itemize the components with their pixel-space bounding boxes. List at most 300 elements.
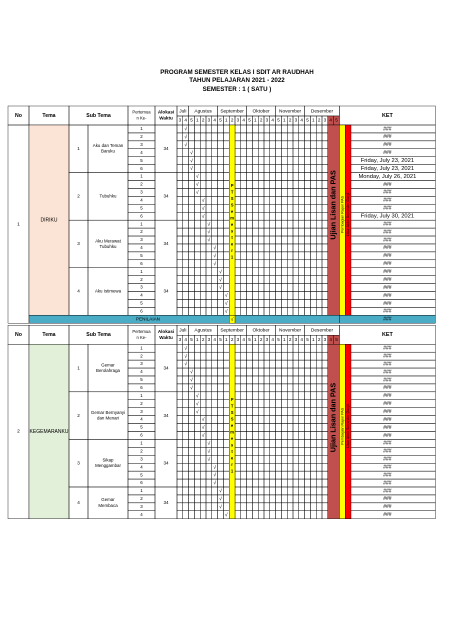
week-number-label: 3 [236,336,240,342]
week-cell [206,292,212,300]
week-cell [206,352,212,360]
week-cell [270,463,276,471]
week-cell [264,352,270,360]
week-cell [241,503,247,511]
tema-number: 2 [17,429,20,435]
week-cell [299,360,305,368]
week-cell [206,431,212,439]
week-cell [305,352,311,360]
week-cell [183,400,189,408]
week-cell [183,431,189,439]
week-cell [212,503,218,511]
week-cell [235,299,241,307]
subtema-number: 2 [77,193,80,199]
ket-value: ### [383,197,392,204]
week-cell [270,133,276,141]
week-cell [322,487,328,495]
week-cell [299,165,305,173]
week-cell [241,252,247,260]
week-cell [206,408,212,416]
pts-label-char: m [230,429,234,435]
week-cell [305,487,311,495]
week-cell [177,212,183,220]
week-cell [264,431,270,439]
week-cell [194,220,200,228]
week-cell [247,447,253,455]
week-cell [189,133,195,141]
subtema-name: Aku dan Teman [92,143,124,149]
week-cell [189,252,195,260]
week-cell [177,299,183,307]
week-cell [270,511,276,519]
week-cell [281,299,287,307]
week-cell [316,236,322,244]
week-cell [258,268,264,276]
week-cell [212,344,218,352]
check-mark: √ [207,237,211,244]
week-cell [177,188,183,196]
week-cell [183,268,189,276]
ket-value: ### [383,488,392,495]
week-cell [194,228,200,236]
week-cell [258,284,264,292]
week-cell [264,165,270,173]
pertemuan-number: 5 [140,377,143,383]
week-cell [310,376,316,384]
week-cell [310,165,316,173]
week-cell [310,181,316,189]
week-cell [310,352,316,360]
week-cell [189,188,195,196]
subtema-name: Membaca [98,502,118,508]
pertemuan-number: 6 [140,385,143,391]
pertemuan-number: 4 [140,197,143,203]
week-cell [287,268,293,276]
week-cell [189,503,195,511]
week-cell [316,384,322,392]
pertemuan-number: 4 [140,464,143,470]
week-cell [247,400,253,408]
week-cell [264,181,270,189]
ujian-label: Ujian Lisan dan PAS [328,382,338,453]
week-cell [270,268,276,276]
col-header-subtema-label: Sub Tema [86,332,111,339]
week-number-label: 2 [317,336,321,342]
libur-label: Libur Akhir Semester Ganjil [346,192,351,237]
week-cell [305,384,311,392]
week-cell [281,157,287,165]
week-cell [316,495,322,503]
check-mark: √ [207,229,211,236]
week-cell [276,408,282,416]
pertemuan-number: 4 [140,369,143,375]
week-cell [177,408,183,416]
week-cell [258,196,264,204]
week-cell [305,463,311,471]
week-cell [218,173,224,181]
week-cell [299,141,305,149]
ket-value: ### [383,480,392,487]
week-cell [305,157,311,165]
week-cell [241,479,247,487]
week-cell [264,307,270,315]
week-cell [212,204,218,212]
week-cell [270,479,276,487]
week-cell [281,181,287,189]
month-header-label: September [220,328,244,334]
week-number-label: 4 [213,117,216,123]
week-cell [281,384,287,392]
week-cell [223,204,229,212]
ket-value: ### [383,245,392,252]
week-cell [177,157,183,165]
week-cell [194,125,200,133]
week-cell [241,416,247,424]
week-cell [270,220,276,228]
week-cell [206,360,212,368]
week-cell [305,447,311,455]
alokasi-value: 34 [163,460,169,466]
week-cell [322,471,328,479]
week-cell [235,424,241,432]
col-header-no-label: No [15,332,22,339]
week-cell [305,125,311,133]
pts-label-char: r [231,462,233,468]
week-cell [258,276,264,284]
check-mark: √ [184,142,188,149]
week-cell [223,424,229,432]
week-cell [305,244,311,252]
week-cell [206,400,212,408]
week-cell [247,212,253,220]
check-mark: √ [224,512,228,519]
week-cell [206,149,212,157]
week-cell [287,376,293,384]
week-cell [223,439,229,447]
week-cell [316,173,322,181]
pertemuan-number: 5 [140,300,143,306]
ket-value: ### [383,276,392,283]
week-cell [252,165,258,173]
week-cell [293,447,299,455]
week-cell [194,260,200,268]
week-cell [241,376,247,384]
week-cell [322,503,328,511]
alokasi-value: 34 [163,500,169,506]
week-cell [270,368,276,376]
week-cell [281,165,287,173]
week-cell [299,268,305,276]
week-cell [200,284,206,292]
pts-label-char: s [230,228,234,234]
week-cell [194,236,200,244]
week-cell [287,447,293,455]
week-cell [212,408,218,416]
check-mark: √ [207,441,211,448]
week-cell [281,149,287,157]
week-number-label: 3 [178,117,182,123]
col-header-ket-label: KET [382,112,393,119]
week-cell [212,268,218,276]
week-cell [299,236,305,244]
week-cell [218,376,224,384]
week-cell [241,400,247,408]
week-cell [223,252,229,260]
week-cell [310,220,316,228]
week-cell [223,487,229,495]
week-cell [310,344,316,352]
week-cell [223,125,229,133]
week-cell [305,173,311,181]
ket-value: ### [383,205,392,212]
week-cell [287,511,293,519]
week-cell [212,292,218,300]
week-cell [218,352,224,360]
week-cell [235,416,241,424]
pts-label-char: t [231,449,233,455]
week-cell [281,344,287,352]
week-cell [200,455,206,463]
week-cell [206,307,212,315]
week-cell [206,344,212,352]
check-mark: √ [184,126,188,133]
week-cell [310,157,316,165]
week-cell [258,299,264,307]
week-cell [194,141,200,149]
week-cell [258,384,264,392]
week-cell [287,260,293,268]
week-cell [287,368,293,376]
week-cell [247,384,253,392]
week-cell [212,447,218,455]
col-header-tema-label: Tema [42,112,56,119]
pertemuan-number: 2 [140,496,143,502]
week-cell [310,400,316,408]
ket-value: ### [383,261,392,268]
week-cell [247,173,253,181]
week-cell [264,292,270,300]
week-cell [247,424,253,432]
week-cell [258,368,264,376]
check-mark: √ [195,182,199,189]
week-cell [299,487,305,495]
week-cell [305,368,311,376]
week-cell [281,133,287,141]
pertemuan-number: 3 [140,408,143,414]
week-cell [189,228,195,236]
week-cell [281,236,287,244]
week-cell [247,487,253,495]
week-cell [322,368,328,376]
week-cell [252,307,258,315]
ket-value: ### [383,126,392,133]
week-cell [235,284,241,292]
week-cell [258,244,264,252]
week-cell [264,196,270,204]
subtema-name: Baruku [101,148,115,154]
week-cell [223,141,229,149]
week-cell [299,133,305,141]
week-cell [258,141,264,149]
ket-value: ### [383,377,392,384]
check-mark: √ [190,385,193,392]
week-cell [247,439,253,447]
week-cell [258,133,264,141]
week-cell [200,408,206,416]
week-cell [206,157,212,165]
week-cell [235,173,241,181]
week-cell [183,292,189,300]
week-cell [322,196,328,204]
col-header-ket-label: KET [382,332,393,339]
check-mark: √ [201,197,205,204]
week-cell [183,188,189,196]
week-cell [223,352,229,360]
week-cell [252,292,258,300]
week-cell [252,511,258,519]
week-cell [287,431,293,439]
week-cell [322,292,328,300]
week-cell [293,408,299,416]
week-cell [293,141,299,149]
week-cell [206,252,212,260]
week-cell [264,141,270,149]
week-cell [235,181,241,189]
week-cell [200,268,206,276]
week-cell [270,360,276,368]
week-cell [177,416,183,424]
ket-value: ### [383,512,392,519]
week-cell [305,439,311,447]
week-cell [310,260,316,268]
week-cell [252,503,258,511]
week-cell [293,125,299,133]
week-cell [310,236,316,244]
week-cell [183,299,189,307]
week-cell [270,125,276,133]
week-number-label: 4 [213,336,216,342]
check-mark: √ [219,488,222,495]
week-cell [287,471,293,479]
week-cell [177,165,183,173]
ket-value: ### [383,416,392,423]
subtema-name: Tubuhku [99,193,117,199]
week-cell [305,260,311,268]
week-cell [287,463,293,471]
week-cell [316,471,322,479]
week-number-label: 3 [294,336,298,342]
ket-value: ### [383,134,392,141]
week-cell [200,125,206,133]
ket-value: ### [383,284,392,291]
week-cell [194,511,200,519]
week-cell [189,455,195,463]
week-cell [235,495,241,503]
week-cell [189,447,195,455]
week-cell [287,212,293,220]
week-cell [270,416,276,424]
week-cell [194,455,200,463]
week-number-label: 2 [288,336,292,342]
week-cell [281,447,287,455]
week-cell [247,376,253,384]
week-cell [316,165,322,173]
month-header-label: November [279,328,302,334]
week-cell [200,344,206,352]
week-cell [276,220,282,228]
week-cell [287,165,293,173]
week-cell [212,299,218,307]
month-header-label: Juli [179,328,187,334]
week-cell [252,424,258,432]
pts-label-char: e [230,209,234,215]
week-cell [270,307,276,315]
week-cell [310,292,316,300]
week-cell [247,495,253,503]
pertemuan-number: 4 [140,416,143,422]
week-cell [322,165,328,173]
week-cell [252,260,258,268]
pertemuan-number: 6 [140,213,143,219]
week-cell [183,447,189,455]
week-cell [316,503,322,511]
week-cell [212,165,218,173]
week-cell [241,368,247,376]
week-cell [258,471,264,479]
week-cell [287,408,293,416]
pts-label-char: P [230,397,234,403]
week-cell [194,384,200,392]
week-cell [299,204,305,212]
month-header-label: Oktober [252,328,270,334]
week-cell [293,376,299,384]
week-cell [194,376,200,384]
week-cell [241,463,247,471]
week-cell [252,173,258,181]
week-cell [276,292,282,300]
week-cell [194,495,200,503]
week-cell [316,292,322,300]
week-cell [270,149,276,157]
week-cell [241,495,247,503]
subtema-name: Tubuhku [99,243,117,249]
week-cell [299,157,305,165]
week-cell [252,344,258,352]
week-cell [235,479,241,487]
week-cell [183,479,189,487]
week-cell [189,352,195,360]
week-cell [276,284,282,292]
week-cell [287,503,293,511]
week-cell [223,455,229,463]
week-cell [200,149,206,157]
week-cell [299,181,305,189]
ket-value: ### [383,424,392,431]
week-cell [293,276,299,284]
check-mark: √ [201,213,205,220]
week-cell [281,125,287,133]
week-cell [194,212,200,220]
week-cell [235,487,241,495]
week-cell [183,439,189,447]
week-cell [183,384,189,392]
week-cell [235,368,241,376]
ket-value: ### [383,221,392,228]
week-cell [270,196,276,204]
week-cell [223,244,229,252]
week-cell [177,284,183,292]
ket-value: ### [383,393,392,400]
